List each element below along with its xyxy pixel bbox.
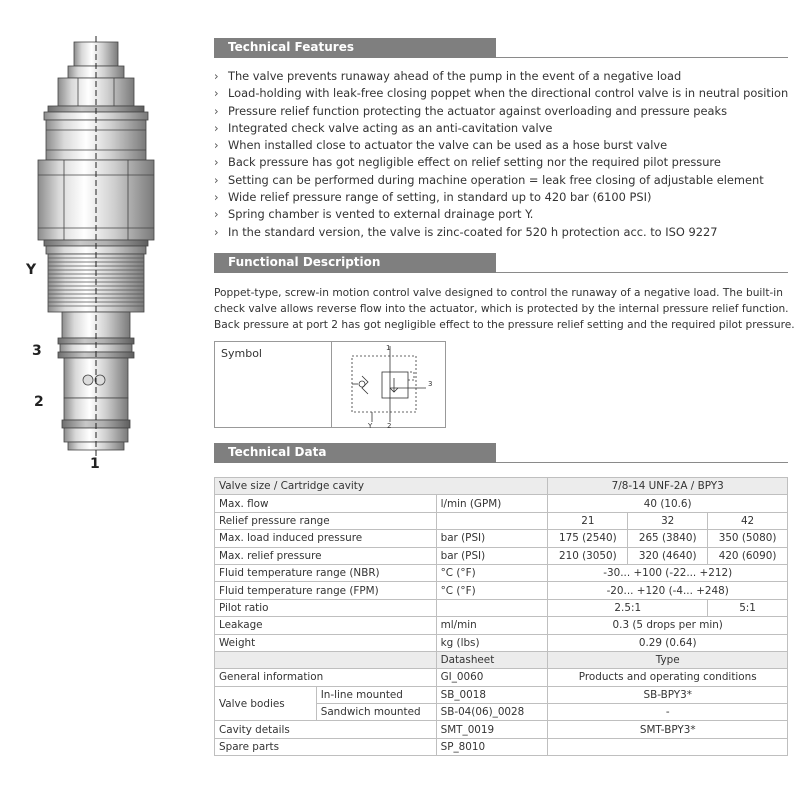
technical-features-header bbox=[214, 38, 788, 58]
technical-data-title: Technical Data bbox=[228, 445, 327, 459]
table-row: Leakage ml/min 0.3 (5 drops per min) bbox=[215, 617, 788, 634]
feature-item: › Wide relief pressure range of setting, in standard up to 420 bar (6100 PSI) bbox=[214, 189, 788, 206]
table-row: General information GI_0060 Products and operating conditions bbox=[215, 669, 788, 686]
description-line: Poppet-type, screw-in motion control valve designed to control the runaway of a negative load. The built-in bbox=[214, 287, 783, 299]
chevron-right-icon: › bbox=[214, 190, 219, 205]
technical-features-title: Technical Features bbox=[228, 40, 354, 54]
feature-item: › Spring chamber is vented to external drainage port Y. bbox=[214, 206, 788, 223]
chevron-right-icon: › bbox=[214, 86, 219, 101]
feature-item: › In the standard version, the valve is zinc-coated for 520 h protection acc. to ISO 9227 bbox=[214, 224, 788, 241]
features-list bbox=[214, 68, 788, 241]
table-row: Relief pressure range 21 32 42 bbox=[215, 512, 788, 529]
feature-item: › When installed close to actuator the valve can be used as a hose burst valve bbox=[214, 137, 788, 154]
symbol-port-2: 2 bbox=[387, 422, 392, 428]
chevron-right-icon: › bbox=[214, 224, 219, 239]
table-row: Sandwich mounted SB-04(06)_0028 - bbox=[215, 704, 788, 721]
symbol-port-3: 3 bbox=[428, 380, 433, 388]
feature-item: › Integrated check valve acting as an anti-cavitation valve bbox=[214, 120, 788, 137]
feature-item: › Back pressure has got negligible effect on relief setting nor the required pilot pressure bbox=[214, 154, 788, 171]
port-2-label: 2 bbox=[34, 394, 44, 410]
chevron-right-icon: › bbox=[214, 120, 219, 135]
symbol-box bbox=[214, 341, 446, 428]
table-row: Valve bodies In-line mounted SB_0018 SB-BPY3* bbox=[215, 686, 788, 703]
table-row: Cavity details SMT_0019 SMT-BPY3* bbox=[215, 721, 788, 738]
port-y-label: Y bbox=[26, 262, 37, 278]
technical-data-header bbox=[214, 443, 788, 463]
chevron-right-icon: › bbox=[214, 138, 219, 153]
symbol-label: Symbol bbox=[221, 347, 262, 360]
chevron-right-icon: › bbox=[214, 103, 219, 118]
functional-description-text bbox=[214, 285, 795, 333]
table-row: Fluid temperature range (NBR) °C (°F) -30... +100 (-22... +212) bbox=[215, 564, 788, 581]
technical-data-table bbox=[214, 477, 788, 756]
table-row: Weight kg (lbs) 0.29 (0.64) bbox=[215, 634, 788, 651]
feature-item: › Load-holding with leak-free closing poppet when the directional control valve is in neutral position bbox=[214, 85, 788, 102]
feature-item: › The valve prevents runaway ahead of the pump in the event of a negative load bbox=[214, 68, 788, 85]
symbol-port-1: 1 bbox=[386, 344, 391, 352]
hydraulic-symbol-icon bbox=[332, 342, 446, 428]
description-line: Back pressure at port 2 has got negligible effect to the pressure relief setting and the required pilot pressure. bbox=[214, 319, 795, 331]
table-row: Max. relief pressure bar (PSI) 210 (3050) 320 (4640) 420 (6090) bbox=[215, 547, 788, 564]
description-line: check valve allows reverse flow into the actuator, which is protected by the internal pressure relief function. bbox=[214, 303, 789, 315]
port-1-label: 1 bbox=[90, 456, 100, 472]
table-row: Max. flow l/min (GPM) 40 (10.6) bbox=[215, 495, 788, 512]
table-row: Pilot ratio 2.5:1 5:1 bbox=[215, 599, 788, 616]
feature-item: › Pressure relief function protecting the actuator against overloading and pressure peaks bbox=[214, 103, 788, 120]
feature-item: › Setting can be performed during machine operation = leak free closing of adjustable element bbox=[214, 172, 788, 189]
table-row: Max. load induced pressure bar (PSI) 175 (2540) 265 (3840) 350 (5080) bbox=[215, 530, 788, 547]
chevron-right-icon: › bbox=[214, 155, 219, 170]
port-3-label: 3 bbox=[32, 343, 42, 359]
table-row: Spare parts SP_8010 bbox=[215, 738, 788, 755]
chevron-right-icon: › bbox=[214, 207, 219, 222]
chevron-right-icon: › bbox=[214, 69, 219, 83]
table-row: Valve size / Cartridge cavity 7/8-14 UNF-2A / BPY3 bbox=[215, 478, 788, 495]
table-row: Datasheet Type bbox=[215, 651, 788, 668]
functional-description-title: Functional Description bbox=[228, 255, 381, 269]
table-row: Fluid temperature range (FPM) °C (°F) -20... +120 (-4... +248) bbox=[215, 582, 788, 599]
symbol-port-y: Y bbox=[368, 422, 373, 428]
valve-cartridge-drawing bbox=[0, 30, 180, 470]
functional-description-header bbox=[214, 253, 788, 273]
chevron-right-icon: › bbox=[214, 172, 219, 187]
